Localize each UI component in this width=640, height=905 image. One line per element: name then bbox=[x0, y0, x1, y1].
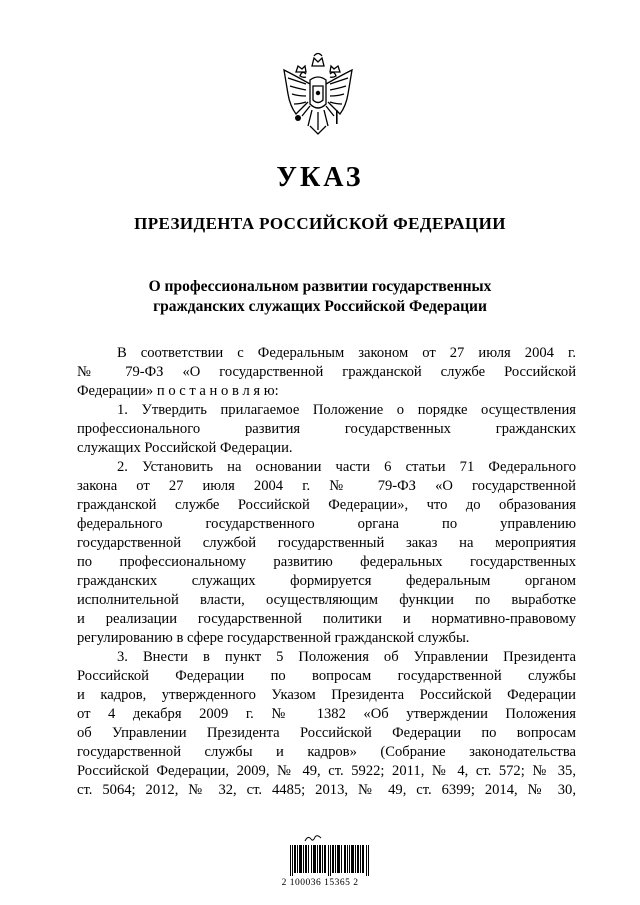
decree-heading bbox=[0, 277, 640, 317]
document-title: УКАЗ bbox=[276, 162, 364, 193]
body-line: 1. Утвердить прилагаемое Положение о порядке осуществления bbox=[117, 402, 576, 418]
body-line: и реализации государственной политики и нормативно-правовому bbox=[77, 611, 576, 627]
russian-coat-of-arms-icon bbox=[276, 50, 360, 146]
body-line: исполнительной власти, осуществляющим функции по выработке bbox=[77, 592, 576, 608]
signature-mark-icon bbox=[304, 833, 322, 843]
body-line: федерального государственного органа по управлению bbox=[77, 516, 576, 532]
body-line: Российской Федерации, 2009, № 49, ст. 5922; 2011, № 4, ст. 572; № 35, bbox=[77, 763, 576, 779]
body-line: Российской Федерации по вопросам государственной службы bbox=[77, 668, 576, 684]
body-line: регулированию в сфере государственной гражданской службы. bbox=[77, 630, 470, 646]
body-line: ст. 5064; 2012, № 32, ст. 4485; 2013, № 49, ст. 6399; 2014, № 30, bbox=[77, 782, 576, 798]
document-subtitle: ПРЕЗИДЕНТА РОССИЙСКОЙ ФЕДЕРАЦИИ bbox=[134, 214, 506, 233]
body-line: № 79-ФЗ «О государственной гражданской службе Российской bbox=[77, 364, 576, 380]
decree-heading-line: гражданских служащих Российской Федерации bbox=[153, 298, 487, 315]
body-line: государственной службой государственный заказ на мероприятия bbox=[77, 535, 576, 551]
body-line: и кадров, утвержденного Указом Президента Российской Федерации bbox=[77, 687, 576, 703]
body-line: служащих Российской Федерации. bbox=[77, 440, 293, 456]
body-line: 2. Установить на основании части 6 статьи 71 Федерального bbox=[117, 459, 576, 475]
decree-heading-line: О профессиональном развитии государственных bbox=[148, 278, 492, 295]
body-line: профессионального развития государственных гражданских bbox=[77, 421, 576, 437]
body-line: Федерации» п о с т а н о в л я ю: bbox=[77, 383, 279, 399]
barcode-number: 2 100036 15365 2 bbox=[281, 878, 359, 888]
barcode-icon bbox=[290, 845, 370, 876]
decree-body bbox=[77, 344, 576, 800]
body-line: государственной службы и кадров» (Собрание законодательства bbox=[77, 744, 576, 760]
body-line: об Управлении Президента Российской Федерации по вопросам bbox=[77, 725, 576, 741]
body-line: по профессиональному развитию федеральных государственных bbox=[77, 554, 576, 570]
body-line: гражданской службе Российской Федерации», что до образования bbox=[77, 497, 576, 513]
body-line: от 4 декабря 2009 г. № 1382 «Об утверждении Положения bbox=[77, 706, 576, 722]
body-line: гражданских служащих формируется федеральным органом bbox=[77, 573, 576, 589]
body-line: В соответствии с Федеральным законом от 27 июля 2004 г. bbox=[117, 345, 576, 361]
body-line: 3. Внести в пункт 5 Положения об Управлении Президента bbox=[117, 649, 576, 665]
body-line: закона от 27 июля 2004 г. № 79-ФЗ «О государственной bbox=[77, 478, 576, 494]
